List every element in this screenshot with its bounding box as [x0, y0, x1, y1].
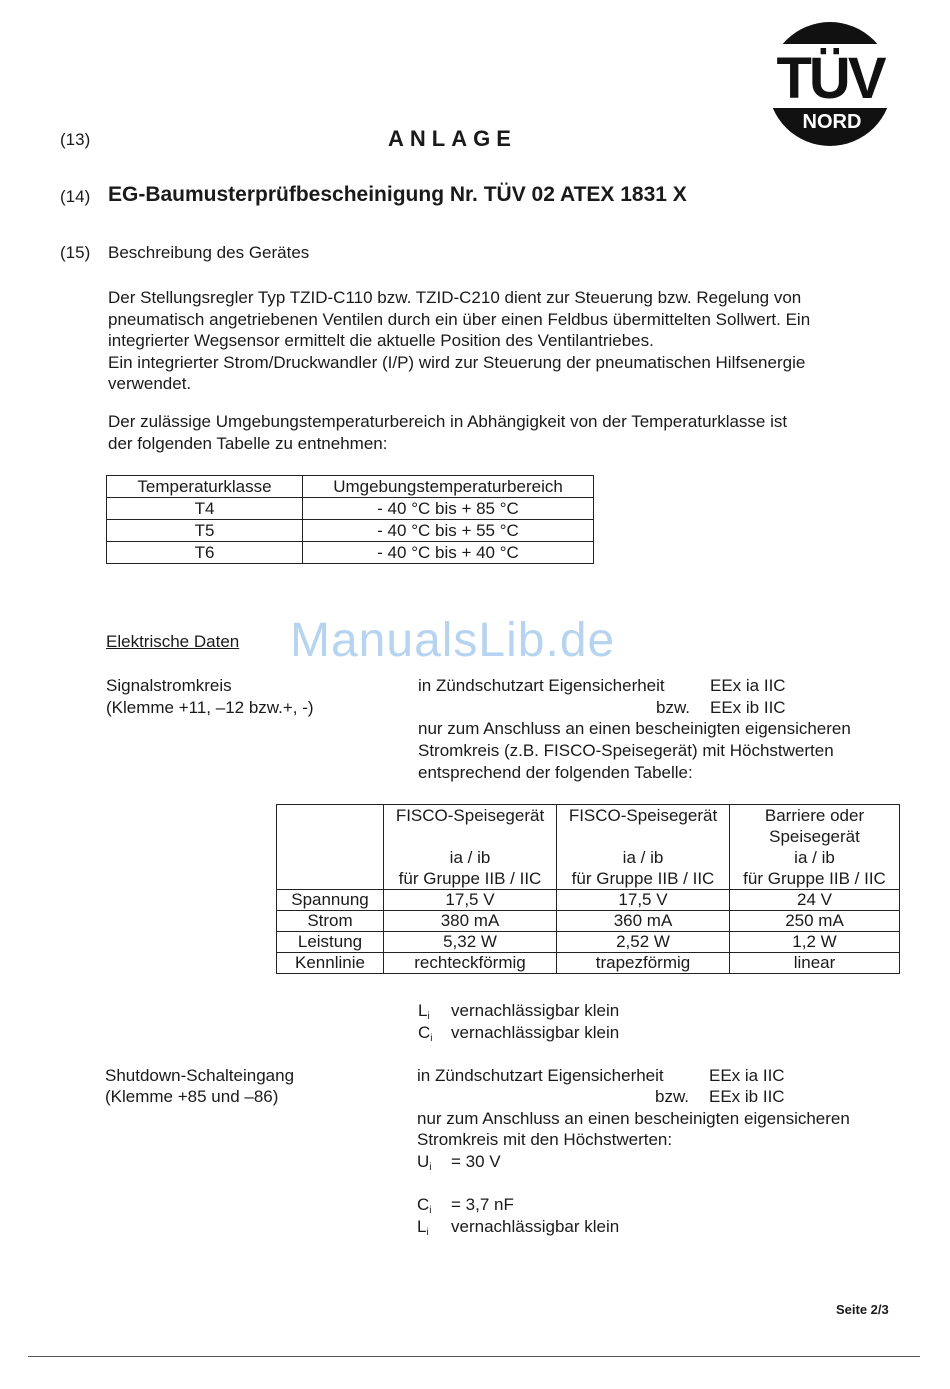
header-line: Speisegerät — [769, 827, 860, 846]
header-line: für Gruppe IIB / IIC — [398, 869, 542, 888]
clause-14: (14) — [60, 187, 91, 206]
ci-symbol: C — [418, 1023, 431, 1042]
shutdown-li-row — [417, 1216, 429, 1244]
signal-class-ib: EEx ib IIC — [710, 698, 786, 717]
value-cell: 24 V — [730, 890, 900, 911]
section-title: Beschreibung des Gerätes — [108, 243, 310, 262]
header-line: für Gruppe IIB / IIC — [743, 869, 886, 888]
header-line — [384, 826, 556, 847]
fisco-table — [276, 804, 900, 974]
col-header-fisco-2 — [557, 805, 730, 890]
li-symbol: L — [418, 1001, 428, 1020]
intro-line: Der zulässige Umgebungstemperaturbereich in Abhängigkeit von der Temperaturklasse ist — [108, 412, 788, 431]
electrical-heading: Elektrische Daten — [106, 632, 240, 651]
signal-bzw: bzw. — [656, 698, 691, 717]
description-paragraph — [108, 287, 908, 395]
table-row — [277, 911, 900, 932]
value-cell: 2,52 W — [557, 932, 730, 953]
table-row — [107, 542, 594, 564]
clause-13: (13) — [60, 130, 91, 149]
temp-class-cell: T5 — [107, 520, 303, 542]
signal-text-line: Stromkreis (z.B. FISCO-Speisegerät) mit Höchstwerten — [418, 741, 834, 760]
col-header-umgebungstemperatur: Umgebungstemperaturbereich — [303, 476, 594, 498]
shutdown-li-value: vernachlässigbar klein — [451, 1217, 620, 1236]
li-subscript: i — [426, 1227, 429, 1238]
row-label: Strom — [277, 911, 384, 932]
shutdown-bzw: bzw. — [655, 1087, 690, 1106]
table-row — [107, 498, 594, 520]
shutdown-terminal: (Klemme +85 und –86) — [105, 1087, 279, 1106]
header-line: für Gruppe IIB / IIC — [571, 869, 715, 888]
signal-text-line: nur zum Anschluss an einen bescheinigten eigensicheren — [418, 719, 851, 738]
col-header-temperaturklasse: Temperaturklasse — [107, 476, 303, 498]
ci-subscript: i — [429, 1205, 432, 1216]
ci-value: vernachlässigbar klein — [451, 1023, 620, 1042]
value-cell: rechteckförmig — [384, 953, 557, 974]
temp-range-cell: - 40 °C bis + 85 °C — [303, 498, 594, 520]
value-cell: 380 mA — [384, 911, 557, 932]
ci-symbol: C — [417, 1195, 430, 1214]
tuv-nord-logo — [768, 22, 892, 146]
table-row — [277, 890, 900, 911]
header-line: FISCO-Speisegerät — [395, 806, 545, 825]
header-line: ia / ib — [449, 848, 491, 867]
signal-class-ia: EEx ia IIC — [710, 676, 786, 695]
li-subscript: i — [427, 1011, 430, 1022]
value-cell: 5,32 W — [384, 932, 557, 953]
value-cell: 17,5 V — [384, 890, 557, 911]
table-row — [277, 953, 900, 974]
ui-symbol: U — [417, 1152, 430, 1171]
certificate-title: EG-Baumusterprüfbescheinigung Nr. TÜV 02 ATEX 1831 X — [108, 183, 687, 206]
ui-value: = 30 V — [451, 1152, 501, 1171]
ci-subscript: i — [430, 1033, 433, 1044]
signal-label: Signalstromkreis — [106, 676, 232, 695]
table-header-row — [277, 805, 900, 890]
header-line: FISCO-Speisegerät — [568, 806, 718, 825]
temp-range-cell: - 40 °C bis + 40 °C — [303, 542, 594, 564]
value-cell: 17,5 V — [557, 890, 730, 911]
desc-line: Der Stellungsregler Typ TZID-C110 bzw. TZID-C210 dient zur Steuerung bzw. Regelung von — [108, 288, 802, 307]
signal-text-line: entsprechend der folgenden Tabelle: — [418, 763, 693, 782]
row-label: Spannung — [277, 890, 384, 911]
desc-line: Ein integrierter Strom/Druckwandler (I/P) wird zur Steuerung der pneumatischen Hilfsenergie — [108, 352, 806, 372]
header-line: Barriere oder — [764, 806, 865, 825]
temp-range-cell: - 40 °C bis + 55 °C — [303, 520, 594, 542]
desc-line: integrierter Wegsensor ermittelt die aktuelle Position des Ventilantriebes. — [108, 331, 654, 350]
temperature-intro — [108, 411, 908, 454]
corner-cell — [277, 805, 384, 890]
shutdown-protection: in Zündschutzart Eigensicherheit — [417, 1066, 664, 1085]
temp-class-cell: T4 — [107, 498, 303, 520]
row-label: Leistung — [277, 932, 384, 953]
footer-divider — [28, 1356, 920, 1357]
logo-text-bottom: NORD — [802, 111, 862, 133]
li-value: vernachlässigbar klein — [451, 1001, 620, 1020]
header-line: ia / ib — [794, 848, 835, 867]
shutdown-text-line: nur zum Anschluss an einen bescheinigten eigensicheren — [417, 1109, 850, 1128]
header-line: ia / ib — [622, 848, 664, 867]
signal-terminal: (Klemme +11, –12 bzw.+, -) — [106, 698, 314, 717]
row-label: Kennlinie — [277, 953, 384, 974]
value-cell: 250 mA — [730, 911, 900, 932]
shutdown-text-line: Stromkreis mit den Höchstwerten: — [417, 1130, 673, 1149]
watermark: ManualsLib.de — [290, 614, 616, 667]
shutdown-label: Shutdown-Schalteingang — [105, 1066, 295, 1085]
table-row — [107, 520, 594, 542]
ci-row — [418, 1022, 433, 1050]
clause-15: (15) — [60, 243, 91, 262]
desc-line: pneumatisch angetriebenen Ventilen durch ein über einen Feldbus übermittelten Sollwert. Ein — [108, 309, 811, 329]
col-header-barriere — [730, 805, 900, 890]
value-cell: 1,2 W — [730, 932, 900, 953]
page-number: Seite 2/3 — [836, 1302, 889, 1317]
table-header-row — [107, 476, 594, 498]
li-symbol: L — [417, 1217, 427, 1236]
logo-text-top: TÜV — [776, 46, 884, 111]
temperature-table — [106, 475, 594, 564]
value-cell: 360 mA — [557, 911, 730, 932]
table-row — [277, 932, 900, 953]
desc-line: verwendet. — [108, 374, 192, 393]
shutdown-class-ib: EEx ib IIC — [709, 1087, 785, 1106]
signal-protection: in Zündschutzart Eigensicherheit — [418, 676, 665, 695]
temp-class-cell: T6 — [107, 542, 303, 564]
ui-row — [417, 1151, 432, 1179]
value-cell: trapezförmig — [557, 953, 730, 974]
col-header-fisco-1 — [384, 805, 557, 890]
value-cell: linear — [730, 953, 900, 974]
shutdown-class-ia: EEx ia IIC — [709, 1066, 785, 1085]
header-line — [557, 826, 729, 847]
intro-line: der folgenden Tabelle zu entnehmen: — [108, 433, 388, 453]
anlage-heading: ANLAGE — [388, 126, 517, 151]
ui-subscript: i — [429, 1162, 432, 1173]
shutdown-ci-value: = 3,7 nF — [451, 1195, 514, 1214]
